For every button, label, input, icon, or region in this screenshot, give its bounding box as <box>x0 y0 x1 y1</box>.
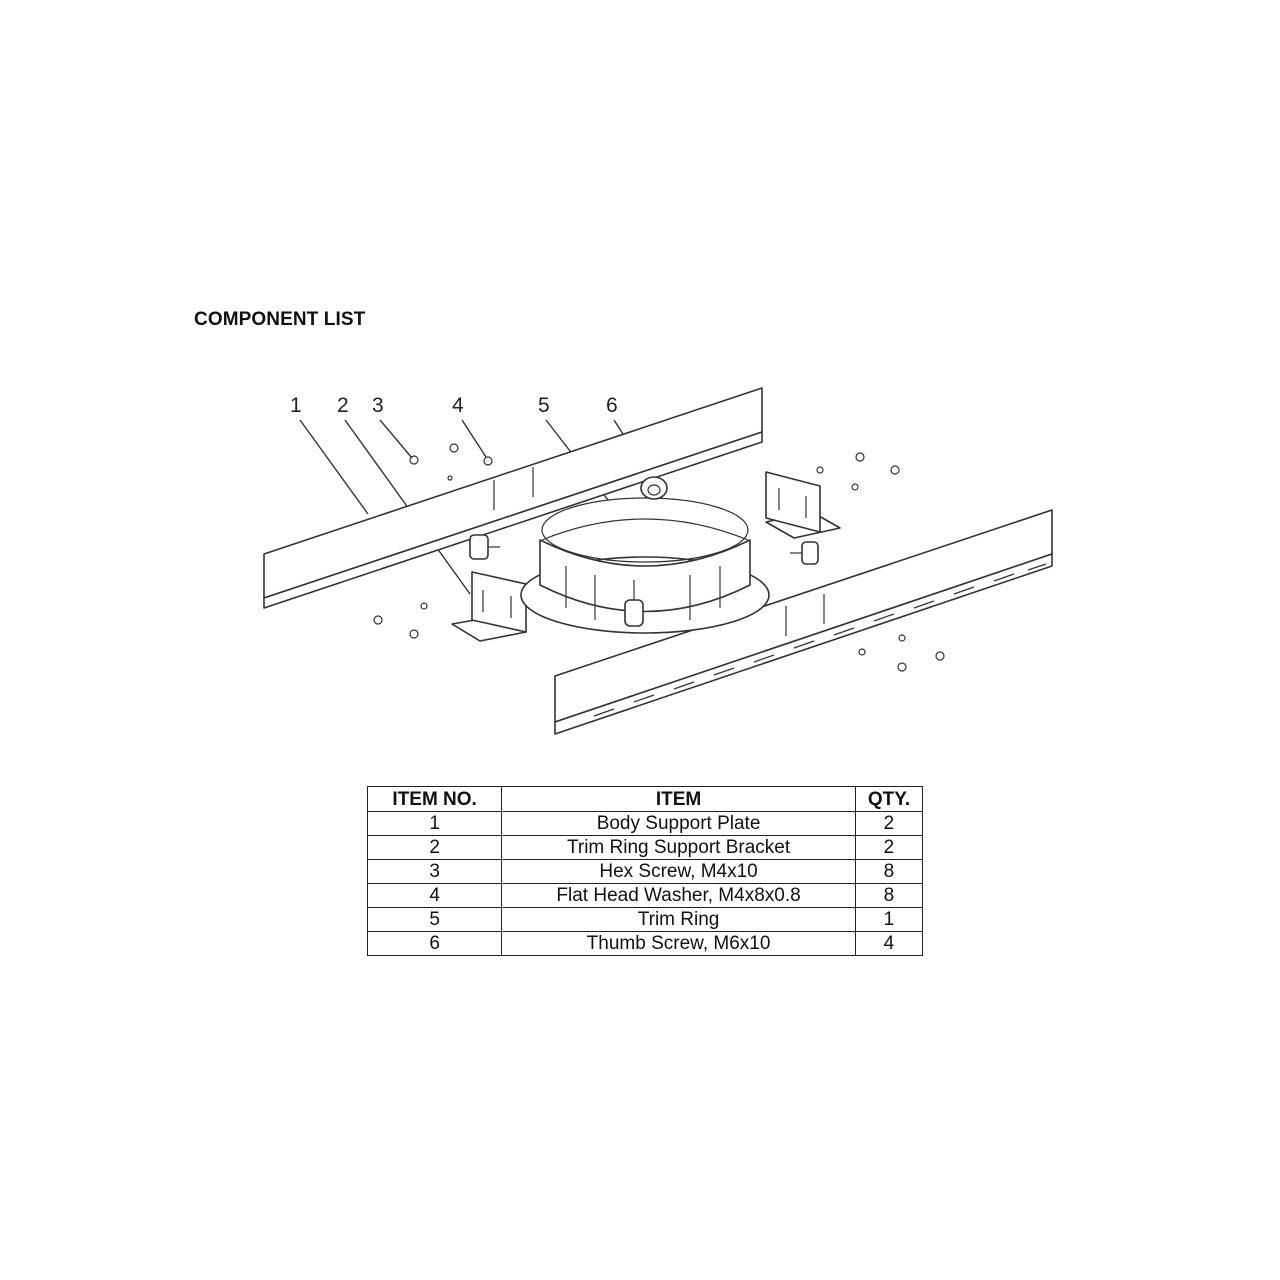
callout-6: 6 <box>606 394 618 417</box>
cell-item: Body Support Plate <box>502 812 856 836</box>
callout-3: 3 <box>372 394 384 417</box>
cell-qty: 1 <box>855 908 922 932</box>
component-table <box>367 786 923 956</box>
cell-item: Flat Head Washer, M4x8x0.8 <box>502 884 856 908</box>
thumb-screw-left <box>470 535 500 559</box>
header-qty: QTY. <box>855 787 922 812</box>
callout-1: 1 <box>290 394 302 417</box>
callout-4: 4 <box>452 394 464 417</box>
cell-qty: 8 <box>855 884 922 908</box>
table-row <box>368 932 923 956</box>
cell-item-no: 5 <box>368 908 502 932</box>
table-row <box>368 836 923 860</box>
table-row <box>368 860 923 884</box>
cell-item-no: 4 <box>368 884 502 908</box>
cell-item: Trim Ring Support Bracket <box>502 836 856 860</box>
cell-item-no: 6 <box>368 932 502 956</box>
trim-ring-support-bracket-left <box>452 572 526 641</box>
header-item: ITEM <box>502 787 856 812</box>
cell-qty: 2 <box>855 812 922 836</box>
table-row <box>368 908 923 932</box>
table-row <box>368 812 923 836</box>
header-item-no: ITEM NO. <box>368 787 502 812</box>
cell-qty: 4 <box>855 932 922 956</box>
callout-2: 2 <box>337 394 349 417</box>
cell-item: Hex Screw, M4x10 <box>502 860 856 884</box>
page-title: COMPONENT LIST <box>194 309 366 330</box>
table-header-row <box>368 787 923 812</box>
trim-ring-support-bracket-right <box>766 472 840 538</box>
cell-item-no: 3 <box>368 860 502 884</box>
thumb-screw-top <box>641 477 667 499</box>
thumb-screw-right <box>790 542 818 564</box>
cell-qty: 2 <box>855 836 922 860</box>
cell-item: Trim Ring <box>502 908 856 932</box>
callout-5: 5 <box>538 394 550 417</box>
cell-item: Thumb Screw, M6x10 <box>502 932 856 956</box>
table-row <box>368 884 923 908</box>
cell-item-no: 1 <box>368 812 502 836</box>
trim-ring <box>521 498 769 633</box>
cell-qty: 8 <box>855 860 922 884</box>
cell-item-no: 2 <box>368 836 502 860</box>
